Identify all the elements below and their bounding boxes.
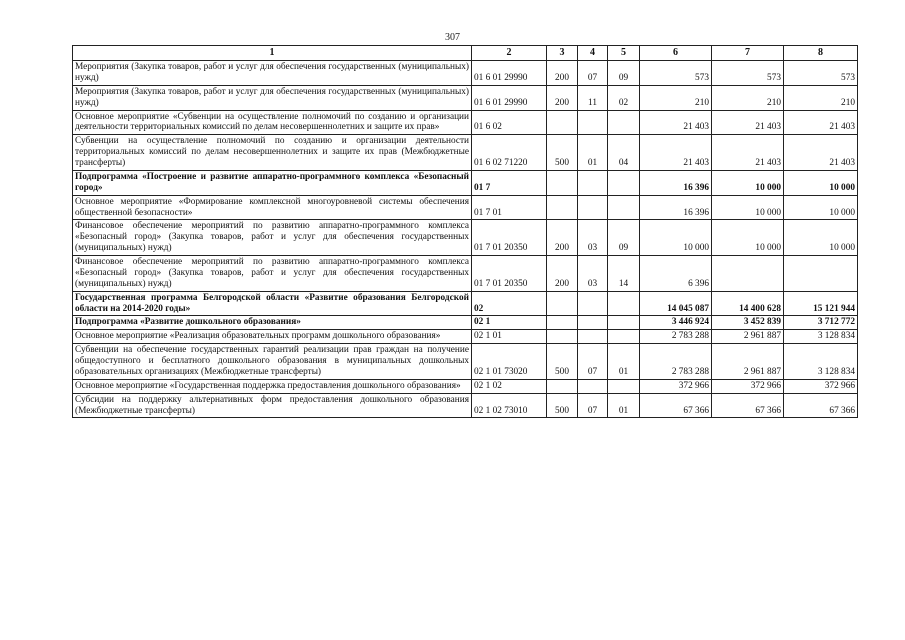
table-row xyxy=(73,291,858,316)
row-value-cell xyxy=(784,256,858,292)
row-value-cell: 67 366 xyxy=(712,393,784,418)
row-code-cell: 02 1 02 73010 xyxy=(472,393,547,418)
row-value-cell: 372 966 xyxy=(640,379,712,393)
row-pr-cell: 01 xyxy=(608,344,640,380)
row-rz-cell xyxy=(578,379,608,393)
row-vr-cell: 500 xyxy=(547,393,578,418)
row-value-cell: 2 961 887 xyxy=(712,330,784,344)
row-rz-cell: 11 xyxy=(578,85,608,110)
row-pr-cell: 09 xyxy=(608,61,640,86)
row-name-cell: Мероприятия (Закупка товаров, работ и услуг для обеспечения государственных (муниципальных) нужд) xyxy=(73,85,472,110)
table-row xyxy=(73,256,858,292)
row-code-cell: 01 7 01 20350 xyxy=(472,220,547,256)
row-code-cell: 02 xyxy=(472,291,547,316)
row-value-cell: 3 452 839 xyxy=(712,316,784,330)
row-vr-cell: 500 xyxy=(547,344,578,380)
row-code-cell: 02 1 01 73020 xyxy=(472,344,547,380)
table-row xyxy=(73,220,858,256)
row-code-cell: 01 7 xyxy=(472,170,547,195)
row-value-cell: 2 783 288 xyxy=(640,344,712,380)
row-name-cell: Подпрограмма «Построение и развитие аппаратно-программного комплекса «Безопасный город» xyxy=(73,170,472,195)
row-name-cell: Мероприятия (Закупка товаров, работ и услуг для обеспечения государственных (муниципальных) нужд) xyxy=(73,61,472,86)
row-vr-cell: 200 xyxy=(547,61,578,86)
budget-table xyxy=(72,45,858,418)
row-value-cell: 2 961 887 xyxy=(712,344,784,380)
row-value-cell: 10 000 xyxy=(640,220,712,256)
table-row xyxy=(73,195,858,220)
column-header: 6 xyxy=(640,46,712,61)
row-pr-cell xyxy=(608,316,640,330)
row-value-cell: 10 000 xyxy=(712,170,784,195)
row-value-cell: 3 446 924 xyxy=(640,316,712,330)
row-name-cell: Государственная программа Белгородской области «Развитие образования Белгородской области на 2014-2020 годы» xyxy=(73,291,472,316)
row-name-cell: Финансовое обеспечение мероприятий по развитию аппаратно-программного комплекса «Безопасный город» (Закупка товаров, работ и услуг для обеспечения государственных (муниципальных) нужд) xyxy=(73,220,472,256)
row-value-cell: 372 966 xyxy=(784,379,858,393)
row-pr-cell xyxy=(608,330,640,344)
column-header: 5 xyxy=(608,46,640,61)
row-value-cell: 67 366 xyxy=(640,393,712,418)
row-value-cell: 573 xyxy=(640,61,712,86)
row-pr-cell: 01 xyxy=(608,393,640,418)
row-rz-cell: 07 xyxy=(578,61,608,86)
row-pr-cell: 04 xyxy=(608,135,640,171)
row-value-cell: 6 396 xyxy=(640,256,712,292)
header-row xyxy=(73,46,858,61)
row-vr-cell xyxy=(547,170,578,195)
row-vr-cell xyxy=(547,110,578,135)
table-row xyxy=(73,379,858,393)
row-name-cell: Финансовое обеспечение мероприятий по развитию аппаратно-программного комплекса «Безопасный город» (Закупка товаров, работ и услуг для обеспечения государственных (муниципальных) нужд) xyxy=(73,256,472,292)
row-name-cell: Основное мероприятие «Реализация образовательных программ дошкольного образования» xyxy=(73,330,472,344)
row-vr-cell: 200 xyxy=(547,220,578,256)
row-value-cell: 10 000 xyxy=(712,195,784,220)
row-value-cell: 10 000 xyxy=(784,220,858,256)
row-name-cell: Субвенции на обеспечение государственных гарантий реализации прав граждан на получение общедоступного и бесплатного дошкольного образования в муниципальных дошкольных образовательных организациях (Межбюджетные трансферты) xyxy=(73,344,472,380)
column-header: 7 xyxy=(712,46,784,61)
row-pr-cell xyxy=(608,379,640,393)
row-rz-cell: 01 xyxy=(578,135,608,171)
row-value-cell: 21 403 xyxy=(784,135,858,171)
row-rz-cell: 07 xyxy=(578,344,608,380)
row-code-cell: 02 1 xyxy=(472,316,547,330)
table-row xyxy=(73,344,858,380)
row-vr-cell xyxy=(547,195,578,220)
row-code-cell: 01 6 01 29990 xyxy=(472,61,547,86)
row-pr-cell: 02 xyxy=(608,85,640,110)
row-code-cell: 01 7 01 20350 xyxy=(472,256,547,292)
row-value-cell: 3 128 834 xyxy=(784,344,858,380)
row-rz-cell xyxy=(578,291,608,316)
table-row xyxy=(73,135,858,171)
row-name-cell: Подпрограмма «Развитие дошкольного образования» xyxy=(73,316,472,330)
table-row xyxy=(73,110,858,135)
row-value-cell: 10 000 xyxy=(712,220,784,256)
row-value-cell: 372 966 xyxy=(712,379,784,393)
table-row xyxy=(73,61,858,86)
row-value-cell: 573 xyxy=(712,61,784,86)
row-code-cell: 01 6 02 71220 xyxy=(472,135,547,171)
row-rz-cell xyxy=(578,316,608,330)
row-value-cell: 3 128 834 xyxy=(784,330,858,344)
row-value-cell: 21 403 xyxy=(640,135,712,171)
row-value-cell: 210 xyxy=(712,85,784,110)
row-rz-cell: 03 xyxy=(578,220,608,256)
table-row xyxy=(73,85,858,110)
row-value-cell: 21 403 xyxy=(784,110,858,135)
row-code-cell: 01 7 01 xyxy=(472,195,547,220)
row-vr-cell: 200 xyxy=(547,256,578,292)
row-value-cell: 21 403 xyxy=(640,110,712,135)
column-header: 4 xyxy=(578,46,608,61)
table-row xyxy=(73,393,858,418)
row-code-cell: 01 6 02 xyxy=(472,110,547,135)
row-pr-cell xyxy=(608,170,640,195)
row-value-cell: 21 403 xyxy=(712,135,784,171)
row-vr-cell: 200 xyxy=(547,85,578,110)
row-pr-cell: 14 xyxy=(608,256,640,292)
row-vr-cell xyxy=(547,291,578,316)
row-rz-cell: 07 xyxy=(578,393,608,418)
row-vr-cell xyxy=(547,330,578,344)
row-vr-cell xyxy=(547,379,578,393)
row-name-cell: Субвенции на осуществление полномочий по созданию и организации деятельности территориальных комиссий по делам несовершеннолетних и защите их прав (Межбюджетные трансферты) xyxy=(73,135,472,171)
row-value-cell: 15 121 944 xyxy=(784,291,858,316)
row-value-cell: 10 000 xyxy=(784,195,858,220)
table-row xyxy=(73,316,858,330)
page-number: 307 xyxy=(445,32,460,43)
row-rz-cell xyxy=(578,330,608,344)
row-value-cell: 210 xyxy=(784,85,858,110)
row-vr-cell: 500 xyxy=(547,135,578,171)
row-value-cell: 3 712 772 xyxy=(784,316,858,330)
table-row xyxy=(73,170,858,195)
row-pr-cell xyxy=(608,195,640,220)
row-value-cell: 573 xyxy=(784,61,858,86)
row-name-cell: Основное мероприятие «Формирование комплексной многоуровневой системы обеспечения общественной безопасности» xyxy=(73,195,472,220)
row-value-cell: 210 xyxy=(640,85,712,110)
row-value-cell: 14 045 087 xyxy=(640,291,712,316)
row-value-cell: 16 396 xyxy=(640,170,712,195)
row-rz-cell: 03 xyxy=(578,256,608,292)
row-vr-cell xyxy=(547,316,578,330)
row-rz-cell xyxy=(578,195,608,220)
table-row xyxy=(73,330,858,344)
row-rz-cell xyxy=(578,170,608,195)
row-value-cell: 10 000 xyxy=(784,170,858,195)
row-name-cell: Основное мероприятие «Государственная поддержка предоставления дошкольного образования» xyxy=(73,379,472,393)
row-pr-cell xyxy=(608,110,640,135)
row-code-cell: 02 1 01 xyxy=(472,330,547,344)
row-value-cell: 21 403 xyxy=(712,110,784,135)
row-name-cell: Основное мероприятие «Субвенции на осуществление полномочий по созданию и организации деятельности территориальных комиссий по делам несовершеннолетних и защите их прав» xyxy=(73,110,472,135)
row-pr-cell xyxy=(608,291,640,316)
column-header: 2 xyxy=(472,46,547,61)
row-name-cell: Субсидии на поддержку альтернативных форм предоставления дошкольного образования (Межбюджетные трансферты) xyxy=(73,393,472,418)
column-header: 1 xyxy=(73,46,472,61)
column-header: 3 xyxy=(547,46,578,61)
row-pr-cell: 09 xyxy=(608,220,640,256)
row-value-cell: 67 366 xyxy=(784,393,858,418)
row-value-cell: 16 396 xyxy=(640,195,712,220)
row-rz-cell xyxy=(578,110,608,135)
row-code-cell: 01 6 01 29990 xyxy=(472,85,547,110)
row-value-cell: 2 783 288 xyxy=(640,330,712,344)
row-value-cell: 14 400 628 xyxy=(712,291,784,316)
column-header: 8 xyxy=(784,46,858,61)
row-code-cell: 02 1 02 xyxy=(472,379,547,393)
row-value-cell xyxy=(712,256,784,292)
